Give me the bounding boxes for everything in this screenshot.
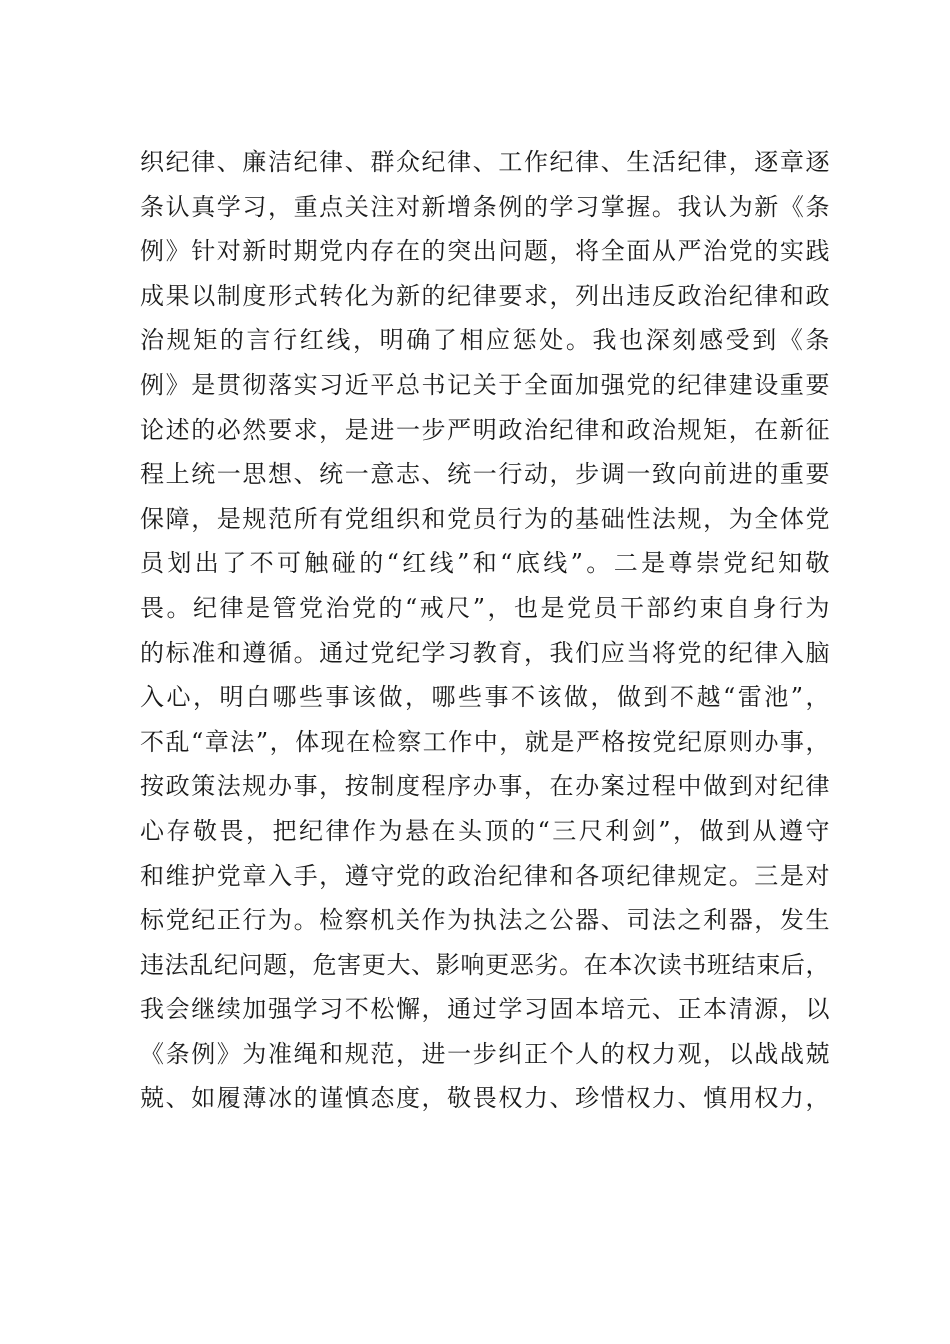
text-line: 按政策法规办事，按制度程序办事，在办案过程中做到对纪律	[140, 772, 830, 801]
text-line: 条认真学习，重点关注对新增条例的学习掌握。我认为新《条	[140, 192, 830, 221]
text-line: 兢、如履薄冰的谨慎态度，敬畏权力、珍惜权力、慎用权力，	[140, 1084, 830, 1113]
text-line: 和维护党章入手，遵守党的政治纪律和各项纪律规定。三是对	[140, 861, 830, 890]
text-line: 治规矩的言行红线，明确了相应惩处。我也深刻感受到《条	[140, 326, 830, 355]
text-line: 《条例》为准绳和规范，进一步纠正个人的权力观，以战战兢	[140, 1039, 830, 1068]
text-line: 入心，明白哪些事该做，哪些事不该做，做到不越“雷池”，	[140, 683, 830, 712]
text-line: 论述的必然要求，是进一步严明政治纪律和政治规矩，在新征	[140, 415, 830, 444]
text-line: 违法乱纪问题，危害更大、影响更恶劣。在本次读书班结束后，	[140, 950, 830, 979]
text-line: 畏。纪律是管党治党的“戒尺”，也是党员干部约束自身行为	[140, 593, 830, 622]
body-text	[140, 140, 830, 1121]
text-line: 成果以制度形式转化为新的纪律要求，列出违反政治纪律和政	[140, 281, 830, 310]
text-line: 例》是贯彻落实习近平总书记关于全面加强党的纪律建设重要	[140, 370, 830, 399]
text-line: 不乱“章法”，体现在检察工作中，就是严格按党纪原则办事，	[140, 727, 830, 756]
text-line: 例》针对新时期党内存在的突出问题，将全面从严治党的实践	[140, 237, 830, 266]
text-line: 标党纪正行为。检察机关作为执法之公器、司法之利器，发生	[140, 906, 830, 935]
text-line: 织纪律、廉洁纪律、群众纪律、工作纪律、生活纪律，逐章逐	[140, 148, 830, 176]
text-line: 保障，是规范所有党组织和党员行为的基础性法规，为全体党	[140, 504, 830, 533]
text-line: 心存敬畏，把纪律作为悬在头顶的“三尺利剑”，做到从遵守	[140, 816, 830, 845]
text-line: 程上统一思想、统一意志、统一行动，步调一致向前进的重要	[140, 460, 830, 489]
text-line: 员划出了不可触碰的“红线”和“底线”。二是尊崇党纪知敬	[140, 549, 830, 578]
text-line: 的标准和遵循。通过党纪学习教育，我们应当将党的纪律入脑	[140, 638, 830, 667]
text-line: 我会继续加强学习不松懈，通过学习固本培元、正本清源，以	[140, 995, 830, 1024]
